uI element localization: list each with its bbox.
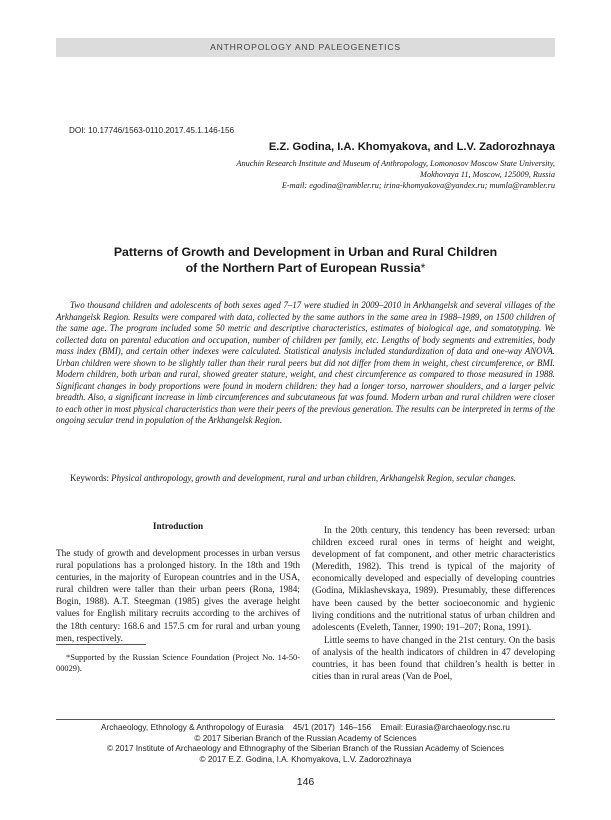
doi[interactable]: DOI: 10.17746/1563-0110.2017.45.1.146-156 (69, 126, 235, 135)
footer-copyright-3: © 2017 E.Z. Godina, I.A. Khomyakova, L.V. Zadorozhnaya (199, 754, 412, 764)
intro-paragraph-2: In the 20th century, this tendency has been reversed: urban children exceed rural ones in terms of height and weight, development of fat component, and other metric characteristics (Meredith, 1982). This trend is typical of the majority of economically developed and especially of developing countries (Godina, Miklashevskaya, 1989). Presumably, these differences have been caused by the better socioeconomic and hygienic living conditions and the nutritional status of urban children and adolescents (Eveleth, Tanner, 1990: 191–207; Rona, 1991). (312, 526, 555, 633)
footnote-divider (56, 644, 146, 645)
section-label: ANTHROPOLOGY AND PALEOGENETICS (210, 42, 401, 52)
authors: E.Z. Godina, I.A. Khomyakova, and L.V. Zadorozhnaya (268, 141, 555, 153)
affiliation-line-2: Mokhovaya 11, Moscow, 125009, Russia (420, 170, 555, 179)
title-line-2-text: of the Northern Part of European Russia (185, 260, 421, 275)
footnote: *Supported by the Russian Science Foundation (Project No. 14-50-00029). (56, 653, 300, 673)
footer-divider (56, 719, 555, 720)
article-title (56, 245, 555, 276)
keywords (56, 473, 555, 485)
title-footnote-marker[interactable]: * (420, 260, 426, 275)
keywords-label: Keywords: (70, 473, 109, 483)
title-line-1: Patterns of Growth and Development in Urban and Rural Children (113, 245, 498, 259)
title-line-2 (56, 261, 555, 277)
intro-paragraph-3: Little seems to have changed in the 21st century. On the basis of analysis of the health indicators of children in 47 developing countries, it has been found that children’s health is better in cities than in rural areas (Van de Poel, (312, 636, 555, 683)
footer-copyright-2: © 2017 Institute of Archaeology and Ethnography of the Siberian Branch of the Russian Academy of Sciences (106, 744, 504, 754)
footer-journal-line: Archaeology, Ethnology & Anthropology of Eurasia 45/1 (2017) 146–156 Email: Eurasia@archaeology.nsc.ru (101, 723, 510, 732)
footer-copyright-1: © 2017 Siberian Branch of the Russian Academy of Sciences (194, 733, 417, 743)
keywords-text: Physical anthropology, growth and development, rural and urban children, Arkhangelsk Region, secular changes. (111, 473, 516, 483)
affiliation-line-1: Anuchin Research Institute and Museum of Anthropology, Lomonosov Moscow State University, (236, 159, 555, 168)
introduction-heading: Introduction (152, 522, 204, 532)
intro-paragraph-1: The study of growth and development processes in urban versus rural populations has a prolonged history. In the 18th and 19th centuries, in the majority of European countries and in the USA, rural children were taller than their urban peers (Rona, 1984; Bogin, 1988). A.T. Steegman (1985) gives the average height values for English military recruits according to the archives of the 18th century: 168.6 and 157.5 cm for rural and urban young men, respectively. (56, 549, 300, 644)
page-number: 146 (296, 776, 315, 788)
abstract: Two thousand children and adolescents of both sexes aged 7–17 were studied in 2009–2010 in Arkhangelsk and several villages of the Arkhangelsk Region. Results were compared with data, collected by the same authors in the same area in 1988–1989, on 1500 children of the same age. The program included some 50 metric and descriptive characteristics, estimates of biological age, and somatotyping. We collected data on parental education and occupation, number of children per family, etc. Lengths of body segments and extremities, body mass index (BMI), and certain other indexes were calculated. Statistical analysis included standardization of data and one-way ANOVA. Urban children were shown to be slightly taller than their rural peers but did not differ from them in weight, chest circumference, or BMI. Modern children, both urban and rural, showed greater stature, weight, and chest circumference as compared to those measured in 1988. Significant changes in body proportions were found in modern children: they had a longer torso, narrower shoulders, and a larger pelvic breadth. Also, a significant increase in limb circumferences and subcutaneous fat was found. Modern urban and rural children were closer to each other in most physical characteristics than were their peers of the previous generation. The results can be interpreted in terms of the ongoing secular trend in population of the Arkhangelsk Region. (56, 300, 555, 426)
footer (56, 723, 555, 765)
affiliation-email[interactable]: E-mail: egodina@rambler.ru; irina-khomyakova@yandex.ru; mumla@rambler.ru (281, 181, 555, 190)
affiliation (155, 158, 555, 191)
